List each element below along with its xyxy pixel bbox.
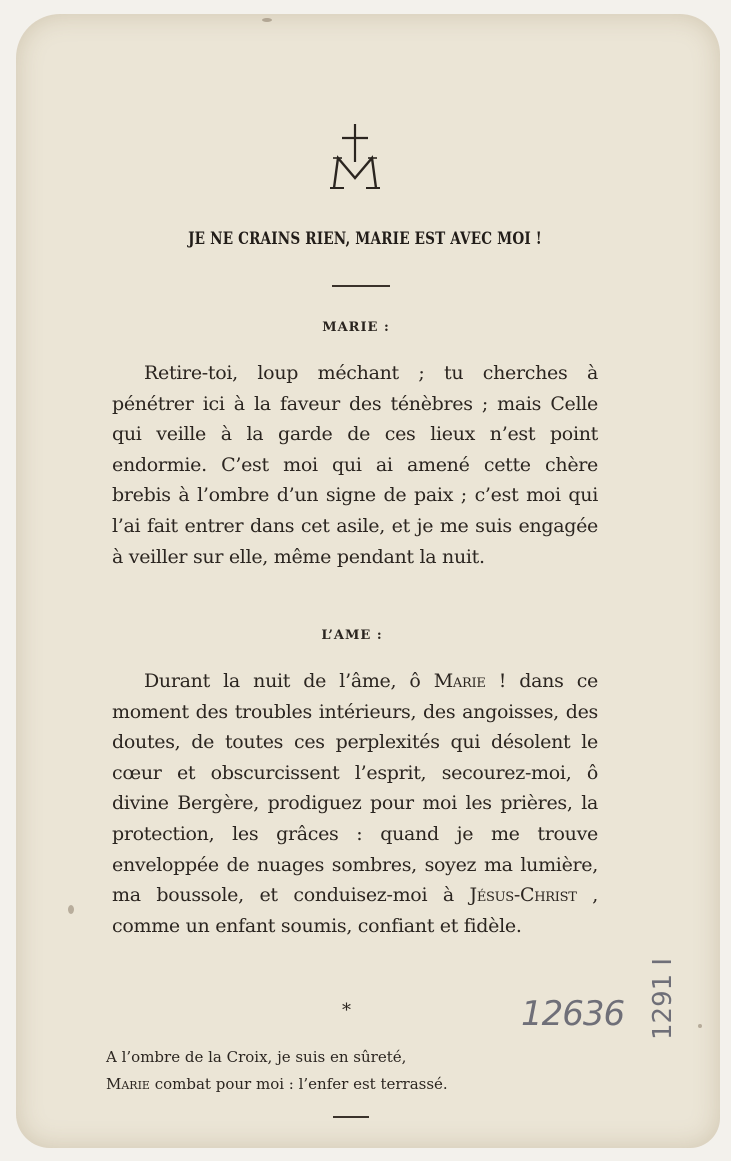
- side-reference-handwritten: 1291 I: [648, 957, 678, 1040]
- speaker-ame-label: L’AME :: [321, 628, 383, 643]
- name-jesus-christ: Jésus-Christ: [469, 884, 577, 907]
- motto-heading: JE NE CRAINS RIEN, MARIE EST AVEC MOI !: [188, 229, 542, 249]
- ame-text-part-2: ! dans ce moment des troubles intérieurs, des angoisses, des doutes, de toutes ces perplexités qui désolent le cœur et obscurcissent l’esprit, secourez-moi, ô divine Bergère, prodiguez pour moi les prières, la protection, les grâces : quand je me trouve enveloppée de nuages sombres, soyez ma lumière, ma boussole, et conduisez-moi à: [112, 670, 598, 907]
- ame-text-part-3: , comme un enfant soumis, confiant et fidèle.: [112, 884, 598, 937]
- divider-top: [332, 285, 390, 287]
- closing-verse-line-2: [106, 1075, 586, 1093]
- ame-text-part-1: Durant la nuit de l’âme, ô: [144, 670, 434, 692]
- closing-verse-line-1: A l’ombre de la Croix, je suis en sûreté,: [106, 1048, 407, 1066]
- marie-speech-paragraph: Retire-toi, loup méchant ; tu cherches à pénétrer ici à la faveur des ténèbres ; mais Celle qui veille à la garde de ces lieux n’est point endormie. C’est moi qui ai amené cette chère brebis à l’ombre d’un signe de paix ; c’est moi qui l’ai fait entrer dans cet asile, et je me suis engagée à veiller sur elle, même pendant la nuit.: [112, 362, 598, 568]
- closing-name-marie: Marie: [106, 1075, 150, 1093]
- paper-stain: [68, 905, 74, 914]
- speaker-marie-label: MARIE :: [322, 320, 390, 335]
- closing-line-2-text: combat pour moi : l’enfer est terrassé.: [149, 1075, 448, 1093]
- paper-mark: [262, 18, 272, 22]
- star-ornament: *: [342, 1000, 351, 1021]
- cross-and-m-monogram-icon: [328, 122, 382, 192]
- inventory-number-handwritten: 12636: [521, 994, 625, 1034]
- divider-bottom: [333, 1116, 369, 1118]
- paper-speck: [698, 1024, 702, 1028]
- ame-speech-paragraph: [112, 666, 598, 941]
- name-marie: Marie: [433, 670, 486, 692]
